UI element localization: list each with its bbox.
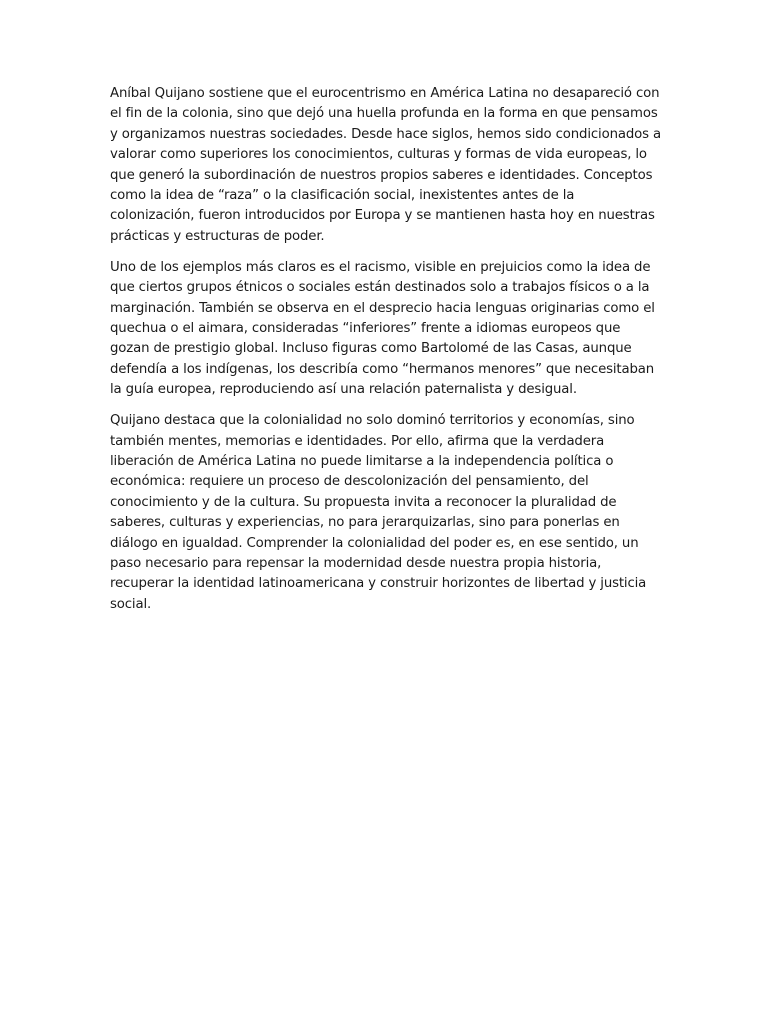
paragraph-3: Quijano destaca que la colonialidad no solo dominó territorios y economías, sino también mentes, memorias e identidades. Por ello, afirma que la verdadera liberación de América Latina no puede limitarse a la independencia política o económica: requiere un proceso de descolonización del pensamiento, del conocimiento y de la cultura. Su propuesta invita a reconocer la pluralidad de saberes, culturas y experiencias, no para jerarquizarlas, sino para ponerlas en diálogo en igualdad. Comprender la colonialidad del poder es, en ese sentido, un paso necesario para repensar la modernidad desde nuestra propia historia, recuperar la identidad latinoamericana y construir horizontes de libertad y justicia social. [110, 413, 647, 612]
paragraph-1: Aníbal Quijano sostiene que el eurocentrismo en América Latina no desapareció con el fin de la colonia, sino que dejó una huella profunda en la forma en que pensamos y organizamos nuestras sociedades. Desde hace siglos, hemos sido condicionados a valorar como superiores los conocimientos, culturas y formas de vida europeas, lo que generó la subordinación de nuestros propios saberes e identidades. Conceptos como la idea de “raza” o la clasificación social, inexistentes antes de la colonización, fueron introducidos por Europa y se mantienen hasta hoy en nuestras prácticas y estructuras de poder. [110, 86, 661, 244]
document-body [110, 84, 662, 626]
paragraph-2: Uno de los ejemplos más claros es el racismo, visible en prejuicios como la idea de que ciertos grupos étnicos o sociales están destinados solo a trabajos físicos o a la marginación. También se observa en el desprecio hacia lenguas originarias como el quechua o el aimara, consideradas “inferiores” frente a idiomas europeos que gozan de prestigio global. Incluso figuras como Bartolomé de las Casas, aunque defendía a los indígenas, los describía como “hermanos menores” que necesitaban la guía europea, reproduciendo así una relación paternalista y desigual. [110, 259, 655, 398]
